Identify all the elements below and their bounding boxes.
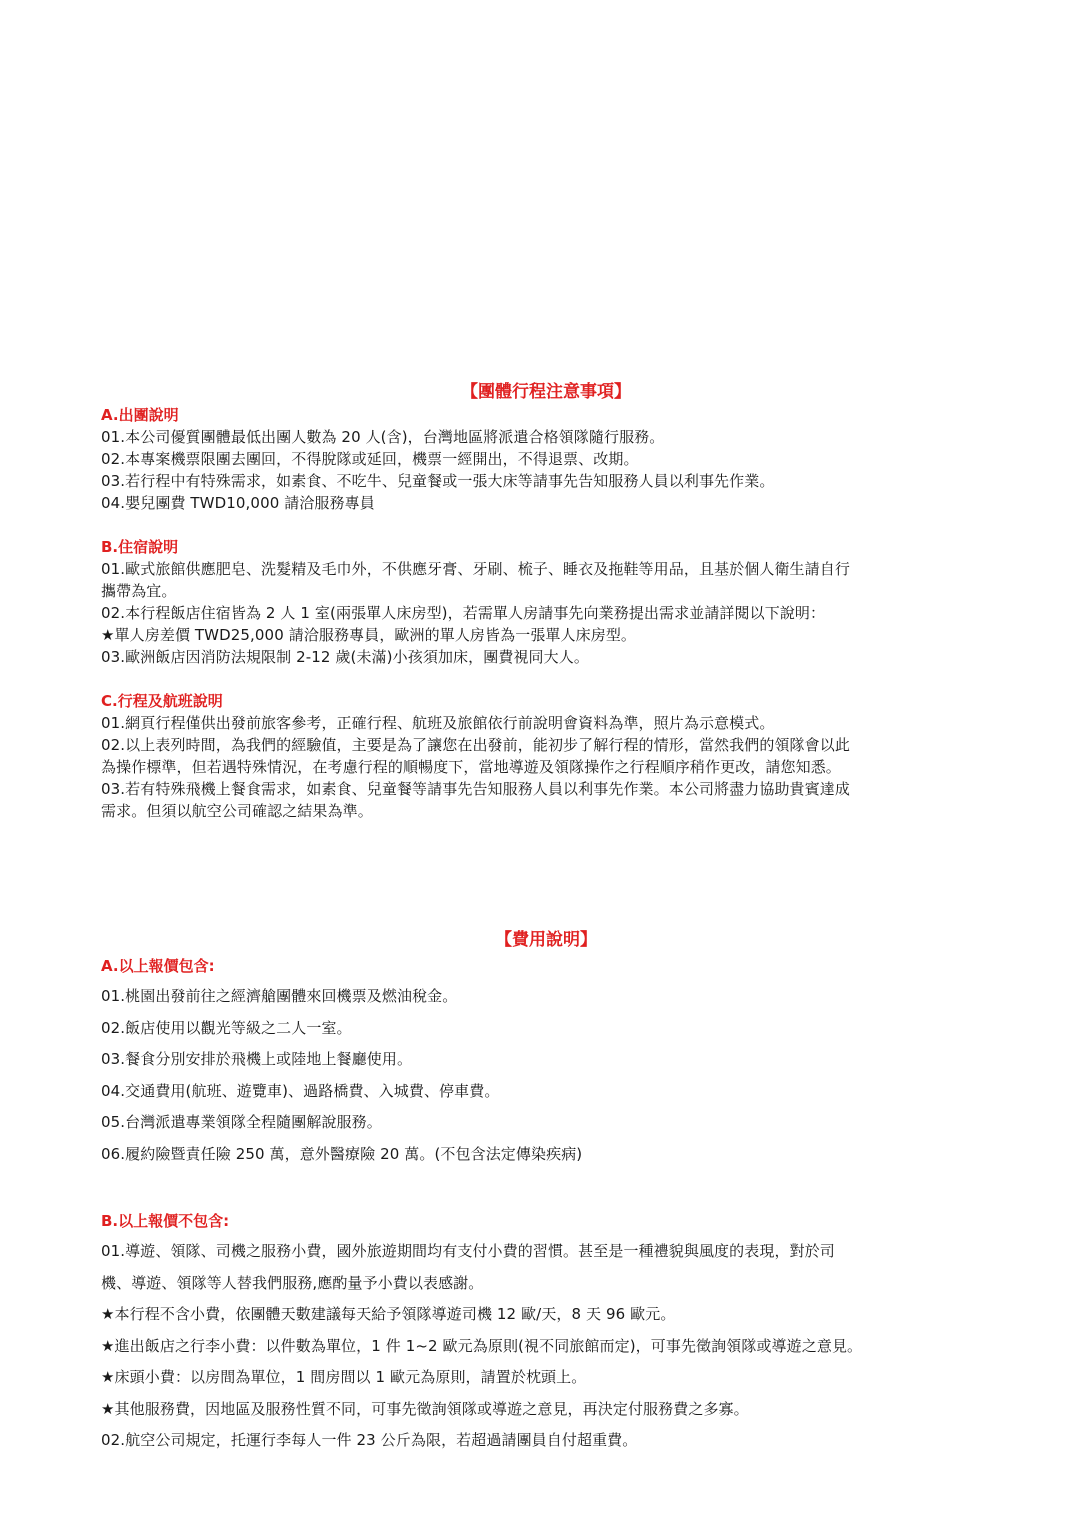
notes-c-line: 01.網頁行程僅供出發前旅客參考，正確行程、航班及旅館依行前說明會資料為準，照片為示意模式。 [101,714,775,732]
notes-c-line: 需求。但須以航空公司確認之結果為準。 [101,802,373,820]
notes-c-line: 02.以上表列時間，為我們的經驗值，主要是為了讓您在出發前，能初步了解行程的情形，當然我們的領隊會以此 [101,736,850,754]
notes-title: 【團體行程注意事項】 [461,382,631,402]
notes-a-line: 02.本專案機票限團去團回，不得脫隊或延回，機票一經開出，不得退票、改期。 [101,450,639,468]
notes-b-line: 02.本行程飯店住宿皆為 2 人 1 室(兩張單人床房型)，若需單人房請事先向業務提出需求並請詳閱以下說明： [101,604,826,622]
notes-c-line: 03.若有特殊飛機上餐食需求，如素食、兒童餐等請事先告知服務人員以利事先作業。本公司將盡力協助貴賓達成 [101,780,850,798]
notes-c-heading: C.行程及航班說明 [101,692,223,710]
notes-a-line: 01.本公司優質團體最低出團人數為 20 人(含)，台灣地區將派遣合格領隊隨行服務。 [101,428,665,446]
notes-b-line: ★單人房差價 TWD25,000 請洽服務專員，歐洲的單人房皆為一張單人床房型。 [101,626,637,644]
fees-excluded-item: 02.航空公司規定，托運行李每人一件 23 公斤為限，若超過請團員自付超重費。 [101,1431,638,1449]
fees-included-heading: A.以上報價包含: [101,957,215,975]
notes-b-line: 03.歐洲飯店因消防法規限制 2-12 歲(未滿)小孩須加床，團費視同大人。 [101,648,589,666]
fees-excluded-item: ★進出飯店之行李小費：以件數為單位，1 件 1~2 歐元為原則(視不同旅館而定)，可事先徵詢領隊或導遊之意見。 [101,1336,863,1355]
notes-a-line: 03.若行程中有特殊需求，如素食、不吃牛、兒童餐或一張大床等請事先告知服務人員以利事先作業。 [101,472,775,490]
notes-a-line: 04.嬰兒團費 TWD10,000 請洽服務專員 [101,494,375,512]
fees-included-item: 01.桃園出發前往之經濟艙團體來回機票及燃油稅金。 [101,987,458,1005]
fees-included-item: 05.台灣派遣專業領隊全程隨團解說服務。 [101,1113,382,1131]
fees-excluded-item: ★其他服務費，因地區及服務性質不同，可事先徵詢領隊或導遊之意見，再決定付服務費之多寡。 [101,1399,749,1418]
fees-excluded-item: ★本行程不含小費，依團體天數建議每天給予領隊導遊司機 12 歐/天，8 天 96 歐元。 [101,1305,676,1323]
fees-section [101,955,991,1457]
notes-b-line: 01.歐式旅館供應肥皂、洗髮精及毛巾外，不供應牙膏、牙刷、梳子、睡衣及拖鞋等用品，且基於個人衛生請自行 [101,560,850,578]
notes-section [101,404,991,822]
notes-a-heading: A.出團說明 [101,406,179,424]
fees-title: 【費用說明】 [495,930,597,950]
fees-included-item: 03.餐食分別安排於飛機上或陸地上餐廳使用。 [101,1050,413,1068]
fees-included-item: 04.交通費用(航班、遊覽車)、過路橋費、入城費、停車費。 [101,1081,500,1100]
fees-included-item: 06.履約險暨責任險 250 萬，意外醫療險 20 萬。(不包含法定傳染疾病) [101,1144,583,1163]
notes-b-heading: B.住宿說明 [101,538,179,556]
notes-b-line: 攜帶為宜。 [101,582,177,600]
fees-included-item: 02.飯店使用以觀光等級之二人一室。 [101,1018,352,1037]
fees-excluded-heading: B.以上報價不包含: [101,1212,230,1230]
fees-excluded-item: 01.導遊、領隊、司機之服務小費，國外旅遊期間均有支付小費的習慣。甚至是一種禮貌與風度的表現，對於司 [101,1242,835,1260]
notes-c-line: 為操作標準，但若遇特殊情況，在考慮行程的順暢度下，當地導遊及領隊操作之行程順序稍作更改，請您知悉。 [101,758,841,776]
fees-excluded-item: 機、導遊、領隊等人替我們服務,應酌量予小費以表感謝。 [101,1273,484,1292]
fees-excluded-item: ★床頭小費：以房間為單位，1 間房間以 1 歐元為原則，請置於枕頭上。 [101,1368,587,1386]
